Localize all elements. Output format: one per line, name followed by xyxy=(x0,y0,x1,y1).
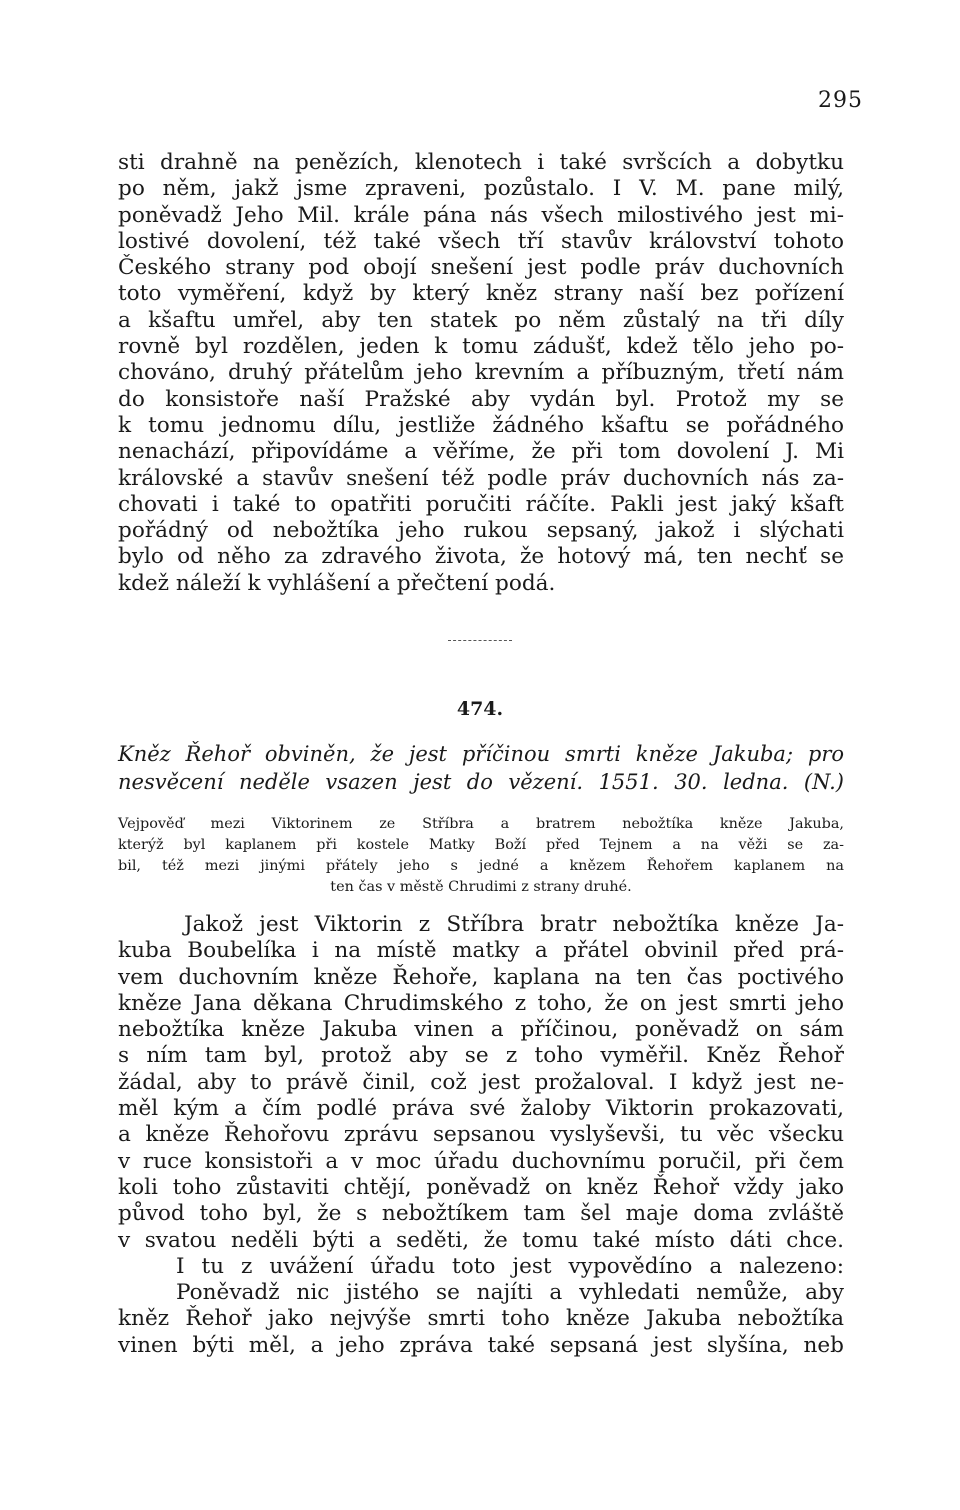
text-line: pořádný od nebožtíka jeho rukou sepsaný, jakož i slýchati xyxy=(118,518,844,544)
text-line: bylo od něho za zdravého života, že hotový má, ten nechť se xyxy=(118,544,844,570)
text-line: sti drahně na penězích, klenotech i také svršcích a dobytku xyxy=(118,150,844,175)
text-line: kuba Boubelíka i na místě matky a přátel obvinil před prá- xyxy=(118,938,844,964)
heading-line: nesvěcení neděle vsazen jest do vězení. 1551. 30. ledna. (N.) xyxy=(118,770,844,794)
summary-line: kterýž byl kaplanem při kostele Matky Boží před Tejnem a na věži se za- xyxy=(118,837,844,853)
text-line: koli toho zůstaviti chtějí, poněvadž on kněz Řehoř vždy jako xyxy=(118,1174,844,1200)
text-line: Poněvadž nic jistého se najíti a vyhledati nemůže, aby xyxy=(176,1280,844,1306)
text-line: původ toho byl, že s nebožtíkem tam šel maje doma zvláště xyxy=(118,1201,844,1227)
text-line: nenachází, připovídáme a věříme, že při tom dovolení J. Mi xyxy=(118,439,844,465)
document-heading xyxy=(118,740,844,796)
text-line: k tomu jednomu dílu, jestliže žádného kšaftu se pořádného xyxy=(118,412,844,438)
text-line: a kněze Řehořovu zprávu sepsanou vyslyševši, tu věc všecku xyxy=(118,1122,844,1148)
text-line: žádal, aby to právě činil, což jest prožaloval. I když jest ne- xyxy=(118,1069,844,1095)
text-line: vem duchovním kněze Řehoře, kaplana na ten čas poctivého xyxy=(118,964,844,990)
text-line: kněz Řehoř jako nejvýše smrti toho kněze Jakuba nebožtíka xyxy=(118,1306,844,1332)
summary-line: ten čas v městě Chrudimi z strany druhé. xyxy=(330,879,632,895)
text-line: Jakož jest Viktorin z Stříbra bratr nebožtíka kněze Ja- xyxy=(184,912,844,937)
document-number: 474. xyxy=(456,698,504,720)
document-body xyxy=(118,912,844,1359)
text-line: poněvadž Jeho Mil. krále pána nás všech milostivého jest mi- xyxy=(118,202,844,228)
text-line: s ním tam byl, protož aby se z toho vyměřil. Kněz Řehoř xyxy=(118,1043,844,1069)
text-line: měl kým a čím podlé práva své žaloby Viktorin prokazovati, xyxy=(118,1096,844,1122)
text-line: po něm, jakž jsme zpraveni, pozůstalo. I V. M. pane milý, xyxy=(118,176,844,202)
text-line: v svatou neděli býti a seděti, že tomu také místo dáti chce. xyxy=(118,1227,844,1253)
text-line: kdež náleží k vyhlášení a přečtení podá. xyxy=(118,570,556,596)
text-line: a kšaftu umřel, aby ten statek po něm zůstalý na tři díly xyxy=(118,307,844,333)
text-line: kněze Jana děkana Chrudimského z toho, že on jest smrti jeho xyxy=(118,990,844,1016)
text-line: královské a stavův snešení též podle práv duchovních nás za- xyxy=(118,465,844,491)
text-line: chovati i také to opatřiti poručiti ráčíte. Pakli jest jaký kšaft xyxy=(118,491,844,517)
text-line: Českého strany pod obojí snešení jest podle práv duchovních xyxy=(118,255,844,281)
text-line: I tu z uvážení úřadu toto jest vypovědíno a nalezeno: xyxy=(176,1253,844,1279)
section-separator xyxy=(448,640,512,641)
document-summary xyxy=(118,814,844,898)
text-line: vinen býti měl, a jeho zpráva také sepsaná jest slyšína, neb xyxy=(118,1332,844,1358)
text-line: nebožtíka kněze Jakuba vinen a příčinou, poněvadž on sám xyxy=(118,1017,844,1043)
paragraph-continued xyxy=(118,150,844,597)
heading-line: Kněz Řehoř obviněn, že jest příčinou smrti kněze Jakuba; pro xyxy=(118,742,844,766)
summary-line: bil, též mezi jinými přátely jeho s jedné a knězem Řehořem kaplanem na xyxy=(118,858,844,874)
text-line: toto vyměření, když by který kněz strany naší bez pořízení xyxy=(118,281,844,307)
text-line: rovně byl rozdělen, jeden k tomu zádušť, kdež tělo jeho po- xyxy=(118,334,844,360)
text-line: v ruce konsistoři a v moc úřadu duchovnímu poručil, při čem xyxy=(118,1148,844,1174)
text-line: do konsistoře naší Pražské aby vydán byl. Protož my se xyxy=(118,386,844,412)
text-line: lostivé dovolení, též také všech tří stavův království tohoto xyxy=(118,228,844,254)
text-line: chováno, druhý přátelům jeho krevním a příbuzným, třetí nám xyxy=(118,360,844,386)
summary-line: Vejpověď mezi Viktorinem ze Stříbra a bratrem nebožtíka kněze Jakuba, xyxy=(118,816,844,832)
page-number: 295 xyxy=(818,88,863,113)
